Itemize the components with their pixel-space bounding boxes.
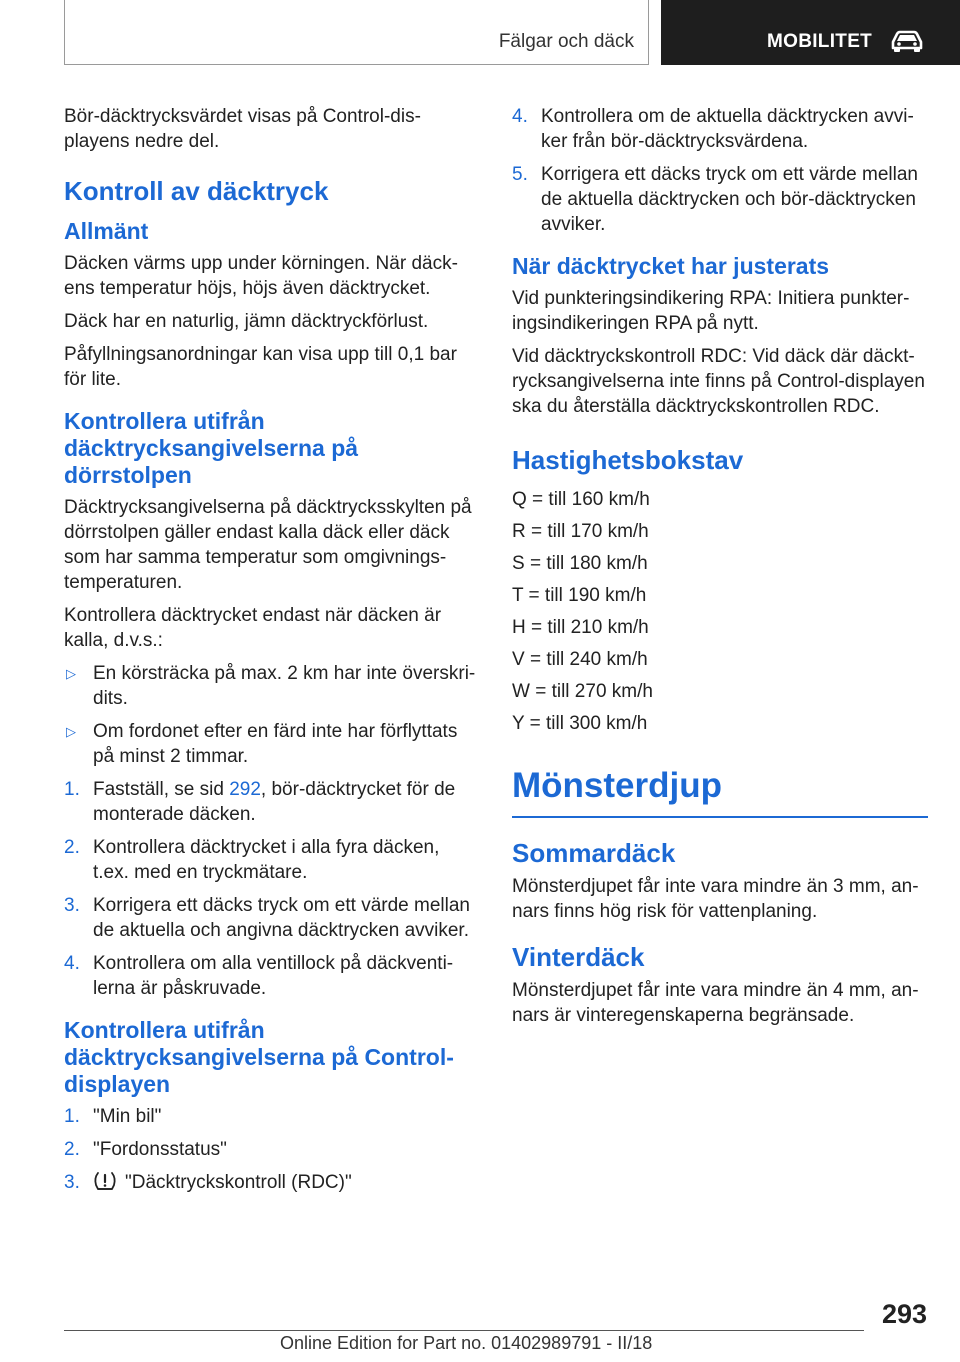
list-item [512,162,928,237]
paragraph: Däck har en naturlig, jämn däcktryckförlust. [64,311,429,332]
speed-line: T = till 190 km/h [512,585,647,606]
speed-line: Q = till 160 km/h [512,489,650,510]
heading-door: Kontrollera utifrån däcktrycksangivelserna på dörrstolpen [64,408,359,488]
step-text: Korrigera ett däcks tryck om ett värde mellan de aktuella däcktrycken och bör-däcktrycken avviker. [541,164,918,235]
paragraph: Däcken värms upp under körningen. När däckens temperatur höjs, höjs även däcktrycket. [64,253,458,299]
speed-line: Y = till 300 km/h [512,713,648,734]
heading-kontroll: Kontroll av däcktryck [64,176,329,206]
car-icon [890,29,924,53]
step-number: 1. [64,779,80,800]
step-number: 4. [512,106,528,127]
tire-warning-icon [93,1170,117,1192]
chapter-title: MOBILITET [767,31,873,52]
step-text: Kontrollera däcktrycket i alla fyra däcken, t.ex. med en tryckmätare. [93,837,440,883]
step-number: 2. [64,837,80,858]
step-text: "Däcktryckskontroll (RDC)" [125,1172,352,1193]
step-number: 5. [512,164,528,185]
step-text-pre: Fastställ, se sid [93,779,230,800]
speed-line: R = till 170 km/h [512,521,649,542]
heading-tread-depth: Mönsterdjup [512,766,722,805]
heading-speed: Hastighetsbokstav [512,445,744,475]
list-item-text: En körsträcka på max. 2 km har inte överskridits. [93,663,476,709]
step-text: "Min bil" [93,1106,162,1127]
step-text: Korrigera ett däcks tryck om ett värde mellan de aktuella och angivna däcktrycken avviker. [93,895,470,941]
list-item [64,1137,476,1162]
header-chapter-box [661,0,960,65]
step-number: 3. [64,1172,80,1193]
intro-text: Bör-däcktrycksvärdet visas på Control-displayens nedre del. [64,106,421,152]
footer-edition: Online Edition for Part no. 01402989791 - II/18 [280,1333,653,1353]
heading-adjusted: När däcktrycket har justerats [512,253,830,279]
page-link[interactable]: 292 [229,779,261,800]
speed-line: W = till 270 km/h [512,681,653,702]
bullet-list [64,661,476,769]
left-column [64,104,476,1203]
paragraph: Vid däcktryckskontroll RDC: Vid däck där däcktrycksangivelserna inte finns på Control-displayen ska du återställa däcktryckskontrollen RDC. [512,346,925,417]
right-column [512,104,928,1036]
paragraph: Kontrollera däcktrycket endast när däcken är kalla, d.v.s.: [64,605,442,651]
paragraph: Vid punkteringsindikering RPA: Initiera punkteringsindikeringen RPA på nytt. [512,288,910,334]
step-number: 3. [64,895,80,916]
list-item [64,1170,476,1195]
bullet-marker: ▷ [66,666,76,681]
heading-summer: Sommardäck [512,838,676,868]
speed-line: V = till 240 km/h [512,649,648,670]
list-item [64,719,476,769]
step-text: "Fordonsstatus" [93,1139,227,1160]
heading-allmant: Allmänt [64,218,149,244]
paragraph: Mönsterdjupet får inte vara mindre än 3 mm, annars finns hög risk för vattenplaning. [512,876,919,922]
speed-line: H = till 210 km/h [512,617,649,638]
section-title: Fälgar och däck [498,31,634,52]
list-item [64,835,476,885]
list-item-text: Om fordonet efter en färd inte har förflyttats på minst 2 timmar. [93,721,458,767]
step-list [64,777,476,1001]
bullet-marker: ▷ [66,724,76,739]
step-number: 1. [64,1106,80,1127]
list-item [64,893,476,943]
paragraph: Däcktrycksangivelserna på däcktrycksskylten på dörrstolpen gäller endast kalla däck eller däck som har samma temperatur som omgivningstemperaturen. [64,497,472,593]
list-item [512,104,928,154]
list-item [64,661,476,711]
page-number: 293 [881,1299,927,1329]
list-item [64,1104,476,1129]
step-list [512,104,928,237]
step-text-post: , bör-däcktrycket för de monterade däcken. [93,779,456,825]
paragraph: Mönsterdjupet får inte vara mindre än 4 mm, annars är vinteregenskaperna begränsade. [512,980,919,1026]
paragraph: Påfyllningsanordningar kan visa upp till 0,1 bar för lite. [64,344,457,390]
heading-winter: Vinterdäck [512,942,645,972]
step-number: 2. [64,1139,80,1160]
step-number: 4. [64,953,80,974]
list-item [64,777,476,827]
speed-list [512,487,928,736]
header-section-box [64,0,649,65]
footer-rule [64,1330,864,1331]
heading-control-display: Kontrollera utifrån däcktrycksangivelserna på Controldisplayen [64,1017,454,1097]
heading-rule [512,816,928,818]
step-list [64,1104,476,1195]
step-text: Kontrollera om alla ventillock på däckventilerna är påskruvade. [93,953,454,999]
speed-line: S = till 180 km/h [512,553,648,574]
step-text: Kontrollera om de aktuella däcktrycken avviker från bör-däcktrycksvärdena. [541,106,914,152]
list-item [64,951,476,1001]
